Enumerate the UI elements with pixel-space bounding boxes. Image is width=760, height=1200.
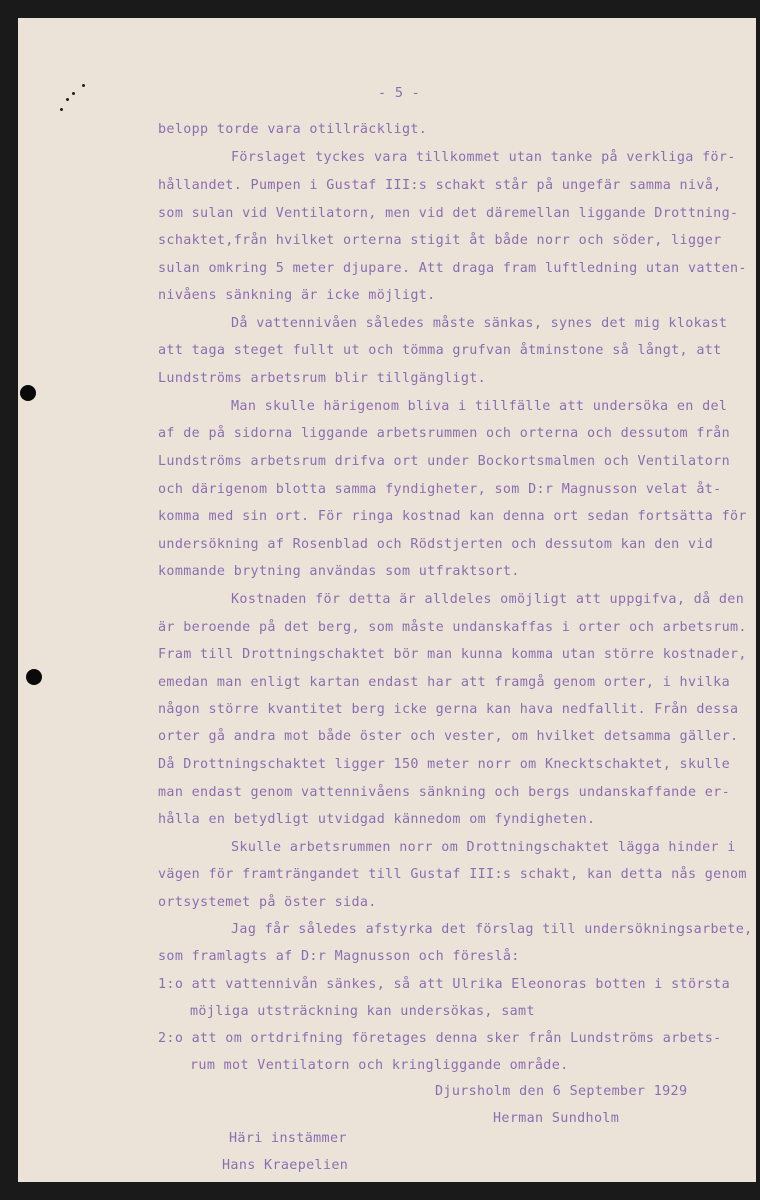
text-line: är beroende på det berg, som måste undanskaffas i orter och arbetsrum. — [158, 620, 747, 635]
punch-hole-bottom — [26, 669, 42, 685]
text-line: hålla en betydligt utvidgad kännedom om fyndigheten. — [158, 812, 596, 827]
signature: Herman Sundholm — [493, 1111, 620, 1126]
text-line: schaktet,från hvilket orterna stigit åt både norr och söder, ligger — [158, 233, 722, 248]
text-line: och därigenom blotta samma fyndigheter, som D:r Magnusson velat åt- — [158, 482, 722, 497]
text-line: som sulan vid Ventilatorn, men vid det däremellan liggande Drottning- — [158, 206, 739, 221]
text-line: vägen för framträngandet till Gustaf III:s schakt, kan detta nås genom — [158, 867, 747, 882]
text-line: hållandet. Pumpen i Gustaf III:s schakt står på ungefär samma nivå, — [158, 178, 722, 193]
text-line: sulan omkring 5 meter djupare. Att draga fram luftledning utan vatten- — [158, 261, 747, 276]
text-line: orter gå andra mot både öster och vester, om hvilket detsamma gäller. — [158, 729, 739, 744]
text-line: Lundströms arbetsrum blir tillgängligt. — [158, 371, 487, 386]
text-line: någon större kvantitet berg icke gerna kan hava nedfallit. Från dessa — [158, 702, 739, 717]
text-line: 1:o att vattennivån sänkes, så att Ulrika Eleonoras botten i största — [158, 977, 731, 992]
text-line: emedan man enligt kartan endast har att framgå genom orter, i hvilka — [158, 675, 731, 690]
text-line: att taga steget fullt ut och tömma grufvan åtminstone så långt, att — [158, 343, 722, 358]
text-line: Då Drottningschaktet ligger 150 meter norr om Knecktschaktet, skulle — [158, 757, 731, 772]
text-line: som framlagts af D:r Magnusson och föreslå: — [158, 949, 520, 964]
text-line: Jag får således afstyrka det förslag till undersökningsarbete, — [231, 922, 753, 937]
paper-specks — [58, 84, 98, 114]
text-line: 2:o att om ortdrifning företages denna sker från Lundströms arbets- — [158, 1031, 722, 1046]
text-line: ortsystemet på öster sida. — [158, 895, 377, 910]
text-line: rum mot Ventilatorn och kringliggande område. — [190, 1058, 569, 1073]
text-line: Förslaget tyckes vara tillkommet utan tanke på verkliga för- — [231, 150, 736, 165]
text-line: Då vattennivåen således måste sänkas, synes det mig klokast — [231, 316, 728, 331]
page-number: - 5 - — [378, 86, 421, 101]
text-line: kommande brytning användas som utfraktsort. — [158, 564, 520, 579]
text-line: belopp torde vara otillräckligt. — [158, 122, 428, 137]
text-line: Lundströms arbetsrum drifva ort under Bockortsmalmen och Ventilatorn — [158, 454, 731, 469]
text-line: Kostnaden för detta är alldeles omöjligt att uppgifva, då den — [231, 592, 745, 607]
text-line: nivåens sänkning är icke möjligt. — [158, 288, 436, 303]
text-line: komma med sin ort. För ringa kostnad kan denna ort sedan fortsätta för — [158, 509, 747, 524]
text-line: man endast genom vattennivåens sänkning och bergs undanskaffande er- — [158, 785, 731, 800]
text-line: Fram till Drottningschaktet bör man kunna komma utan större kostnader, — [158, 647, 747, 662]
text-line: Man skulle härigenom bliva i tillfälle att undersöka en del — [231, 399, 728, 414]
text-line: möjliga utsträckning kan undersökas, samt — [190, 1004, 535, 1019]
text-line: Skulle arbetsrummen norr om Drottningschaktet lägga hinder i — [231, 840, 736, 855]
concur-name: Hans Kraepelien — [222, 1158, 349, 1173]
concur-label: Häri instämmer — [229, 1131, 347, 1146]
date-line: Djursholm den 6 September 1929 — [435, 1084, 688, 1099]
punch-hole-top — [20, 385, 36, 401]
text-line: af de på sidorna liggande arbetsrummen och orterna och dessutom från — [158, 426, 731, 441]
text-line: undersökning af Rosenblad och Rödstjerten och dessutom kan den vid — [158, 537, 714, 552]
